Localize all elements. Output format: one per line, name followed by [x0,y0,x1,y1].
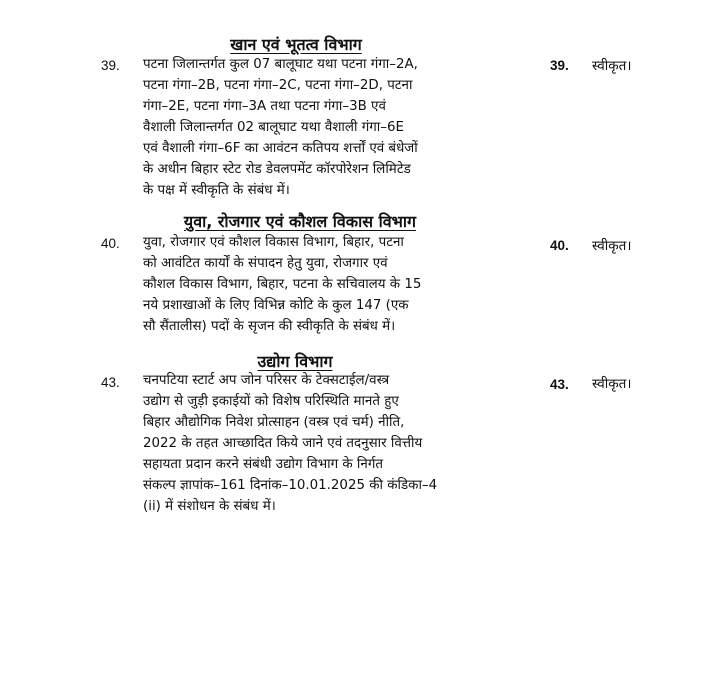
text-line: एवं वैशाली गंगा–6F का आवंटन कतिपय शर्त्तों एवं बंधेजों [143,141,418,156]
text-line: युवा, रोजगार एवं कौशल विकास विभाग, बिहार, पटना [143,235,404,250]
text-line: उद्योग से जुड़ी इकाईयों को विशेष परिस्थिति मानते हुए [143,394,399,409]
agenda-number: 39. [101,58,120,73]
text-line: वैशाली जिलान्तर्गत 02 बालूघाट यथा वैशाली गंगा–6E [143,120,404,135]
resolution-number: 43. [550,377,569,392]
text-line: को आवंटित कार्यों के संपादन हेतु युवा, रोजगार एवं [143,256,388,271]
text-line: संकल्प ज्ञापांक–161 दिनांक–10.01.2025 की कंडिका–4 [143,478,438,493]
text-line: पटना गंगा–2B, पटना गंगा–2C, पटना गंगा–2D, पटना [143,78,413,93]
text-line: सौ सैंतालीस) पदों के सृजन की स्वीकृति के संबंध में। [143,319,396,334]
department-heading: खान एवं भूतत्व विभाग [230,35,362,54]
text-line: बिहार औद्योगिक निवेश प्रोत्साहन (वस्त्र एवं चर्म) नीति, [143,415,405,430]
agenda-text [143,54,484,201]
agenda-text [143,370,484,517]
text-line: (ii) में संशोधन के संबंध में। [143,499,276,514]
text-line: 2022 के तहत आच्छादित किये जाने एवं तदनुसार वित्तीय [143,436,423,451]
agenda-number: 40. [101,236,120,251]
text-line: के पक्ष में स्वीकृति के संबंध में। [143,183,290,198]
text-line: चनपटिया स्टार्ट अप जोन परिसर के टेक्सटाईल/वस्त्र [143,373,390,388]
text-line: के अधीन बिहार स्टेट रोड डेवलपमेंट कॉरपोरेशन लिमिटेड [143,162,411,177]
resolution-text: स्वीकृत। [592,58,632,74]
text-line: नये प्रशाखाओं के लिए विभिन्न कोटि के कुल 147 (एक [143,298,409,313]
resolution-number: 39. [550,58,569,73]
text-line: सहायता प्रदान करने संबंधी उद्योग विभाग के निर्गत [143,457,383,472]
resolution-text: स्वीकृत। [592,238,632,254]
department-heading: युवा, रोजगार एवं कौशल विकास विभाग [183,212,417,231]
resolution-text: स्वीकृत। [592,376,632,392]
text-line: कौशल विकास विभाग, बिहार, पटना के सचिवालय के 15 [143,277,422,292]
resolution-number: 40. [550,238,569,253]
agenda-text [143,232,484,337]
text-line: गंगा–2E, पटना गंगा–3A तथा पटना गंगा–3B एवं [143,99,386,114]
department-heading: उद्योग विभाग [257,352,333,371]
text-line: पटना जिलान्तर्गत कुल 07 बालूघाट यथा पटना गंगा–2A, [143,57,418,72]
agenda-number: 43. [101,375,120,390]
